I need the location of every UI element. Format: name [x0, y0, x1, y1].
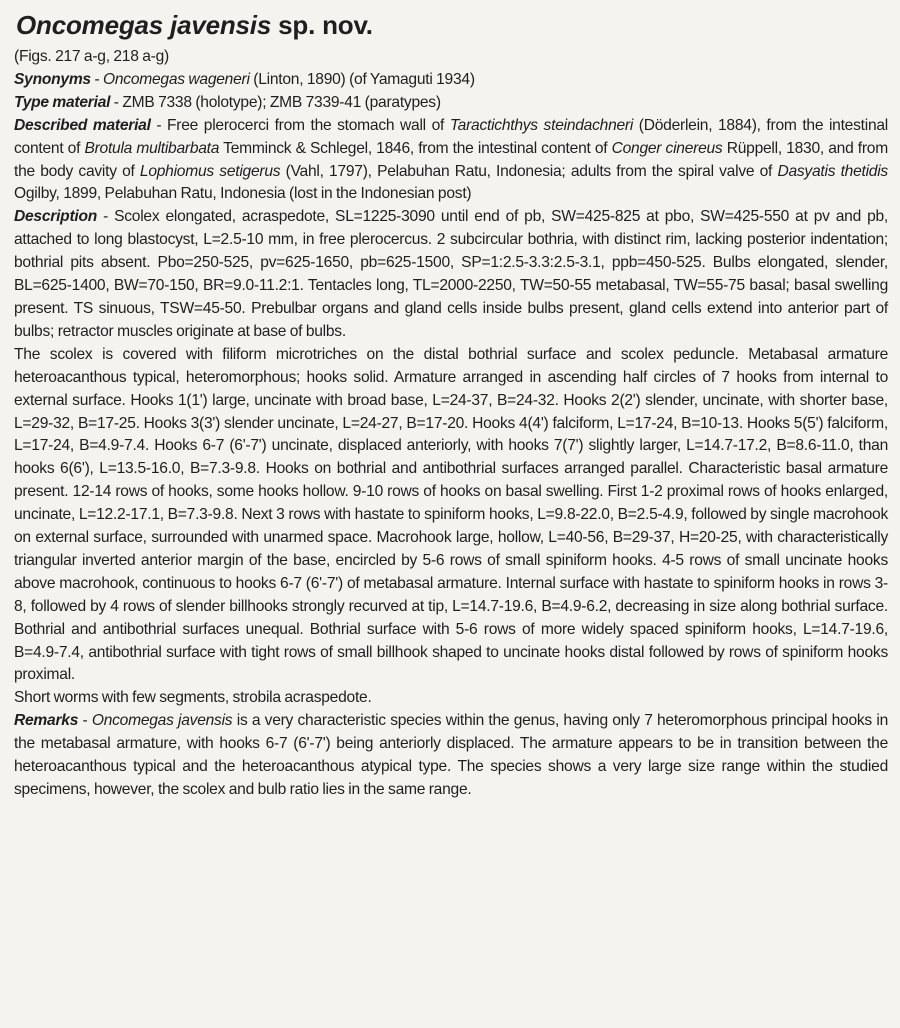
- described-material-text-2: (Döderlein, 1884), from the intestinal content of: [14, 116, 889, 157]
- species-title: [16, 8, 888, 42]
- description-text: - Scolex elongated, acraspedote, SL=1225-3090 until end of pb, SW=425-825 at pbo, SW=425-550 at pv and pb, attached to long blastocyst, L=2.5-10 mm, in free plerocercus. 2 subcircular bothria, with distinct rim, lacking posterior indentation; bothrial pits absent. Pbo=250-525, pv=625-1650, pb=625-1500, SP=1:2.5-3.3:2.5-3.1, ppb=450-525. Bulbs elongated, slender, BL=625-1400, BW=70-150, BR=9.0-11.2:1. Tentacles long, TL=2000-2250, TW=50-55 metabasal, TW=55-75 basal; basal swelling present. TS sinuous, TSW=45-50. Prebulbar organs and gland cells inside bulbs present, gland cells extend into anterior part of bulbs; retractor muscles originate at base of bulbs.: [14, 208, 888, 340]
- synonyms-section: [14, 69, 888, 92]
- remarks-sep: -: [78, 712, 92, 730]
- type-material-label: Type material: [14, 93, 111, 111]
- described-material-text-3: Temminck & Schlegel, 1846, from the intestinal content of: [219, 139, 612, 157]
- described-material-label: Described material: [14, 116, 151, 134]
- synonym-name: Oncomegas wageneri: [102, 70, 250, 88]
- described-material-text-4: Rüppell, 1830, and from the body cavity of: [14, 139, 888, 180]
- species-status: sp. nov.: [278, 10, 373, 40]
- host-species-4: Lophiomus setigerus: [139, 162, 281, 180]
- host-species-2: Brotula multibarbata: [84, 139, 220, 157]
- host-species-5: Dasyatis thetidis: [777, 162, 888, 180]
- synonyms-sep: -: [90, 70, 103, 88]
- type-material-text: ZMB 7338 (holotype); ZMB 7339-41 (paratypes): [122, 93, 441, 111]
- described-material-section: [14, 115, 888, 207]
- synonym-rest: (Linton, 1890) (of Yamaguti 1934): [249, 70, 475, 88]
- description-section: [14, 206, 888, 343]
- described-material-text-5: (Vahl, 1797), Pelabuhan Ratu, Indonesia; adults from the spiral valve of: [280, 162, 778, 180]
- type-material-sep: -: [110, 93, 123, 111]
- document-page: [14, 8, 888, 802]
- host-species-3: Conger cinereus: [611, 139, 723, 157]
- remarks-text: is a very characteristic species within the genus, having only 7 heteromorphous principal hooks in the metabasal armature, with hooks 6-7 (6'-7') being anteriorly displaced. The armature appears to be in transition between the heteroacanthous typical and the heteroacanthous atypical type. The species shows a very large size range within the studied specimens, however, the scolex and bulb ratio lies in the same range.: [14, 712, 888, 798]
- figure-references: (Figs. 217 a-g, 218 a-g): [14, 48, 169, 65]
- type-material-section: [14, 92, 888, 115]
- species-name: Oncomegas javensis: [16, 10, 272, 40]
- remarks-section: [14, 710, 888, 802]
- remarks-species: Oncomegas javensis: [91, 712, 233, 730]
- armature-paragraph: The scolex is covered with filiform microtriches on the distal bothrial surface and scolex peduncle. Metabasal armature heteroacanthous typical, heteromorphous; hooks solid. Armature arranged in ascending half circles of 7 hooks from internal to external surface. Hooks 1(1') large, uncinate with broad base, L=24-37, B=24-32. Hooks 2(2') slender, uncinate, with shorter base, L=29-32, B=17-25. Hooks 3(3') slender uncinate, L=24-27, B=17-20. Hooks 4(4') falciform, L=17-24, B=10-13. Hooks 5(5') falciform, L=17-24, B=4.9-7.4. Hooks 6-7 (6'-7') uncinate, displaced anteriorly, with hooks 7(7') slightly larger, L=14.7-17.2, B=8.6-11.0, than hooks 6(6'), L=13.5-16.0, B=7.3-9.8. Hooks on bothrial and antibothrial surfaces arranged parallel. Characteristic basal armature present. 12-14 rows of hooks, some hooks hollow. 9-10 rows of hooks on basal swelling. First 1-2 proximal rows of hooks enlarged, uncinate, L=12.2-17.1, B=7.3-9.8. Next 3 rows with hastate to spiniform hooks, L=9.8-22.0, B=2.5-4.9, followed by single macrohook on external surface, surrounded with unarmed space. Macrohook large, hollow, L=40-56, B=29-37, H=20-25, with characteristically triangular inverted anterior margin of the base, encircled by 5-6 rows of small spiniform hooks. 4-5 rows of small uncinate hooks above macrohook, continuous to hooks 6-7 (6'-7') of metabasal armature. Internal surface with hastate to spiniform hooks in rows 3-8, followed by 4 rows of slender billhooks strongly recurved at tip, L=14.7-19.6, B=4.9-6.2, decreasing in size along bothrial surface. Bothrial and antibothrial surfaces unequal. Bothrial surface with 5-6 rows of more widely spaced spiniform hooks, L=14.7-19.6, B=4.9-7.4, antibothrial surface with tight rows of small billhook shaped to uncinate hooks distal followed by rows of spiniform hooks proximal.: [14, 345, 888, 684]
- described-material-text-6: Ogilby, 1899, Pelabuhan Ratu, Indonesia (lost in the Indonesian post): [14, 185, 472, 203]
- described-material-text-1: - Free plerocerci from the stomach wall of: [150, 116, 450, 134]
- description-label: Description: [14, 208, 98, 226]
- host-species-1: Taractichthys steindachneri: [449, 116, 634, 134]
- species-body: [14, 46, 888, 802]
- strobila-paragraph: Short worms with few segments, strobila acraspedote.: [14, 689, 372, 707]
- synonyms-label: Synonyms: [14, 70, 91, 88]
- remarks-label: Remarks: [14, 712, 79, 730]
